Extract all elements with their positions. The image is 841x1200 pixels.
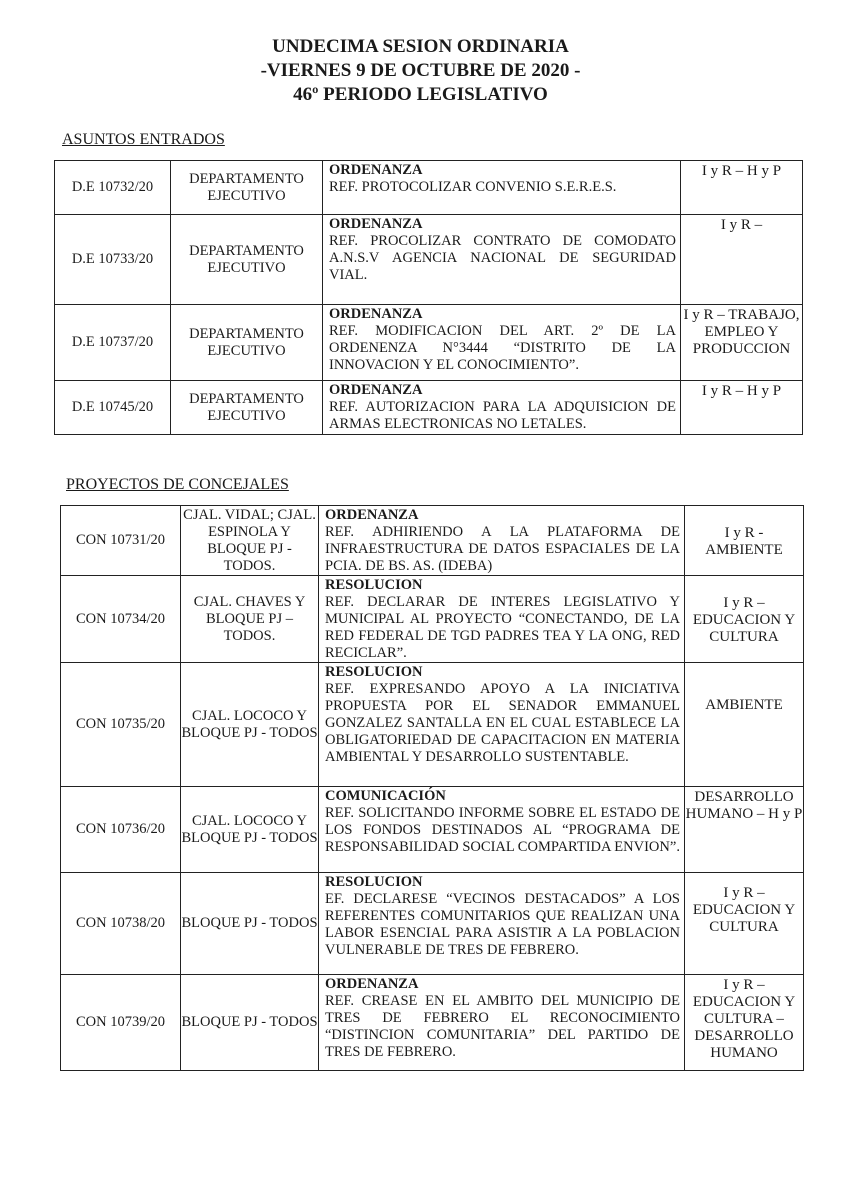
table-row [55, 381, 803, 435]
committee-cell: I y R – [681, 215, 803, 305]
project-type: RESOLUCION [325, 874, 423, 890]
table-row [61, 663, 804, 787]
proyectos-concejales-title: PROYECTOS DE CONCEJALES [66, 476, 289, 493]
table-row [61, 787, 804, 873]
author-cell: BLOQUE PJ - TODOS [181, 975, 319, 1071]
asuntos-entrados-title: ASUNTOS ENTRADOS [62, 131, 225, 148]
project-reference: REF. DECLARAR DE INTERES LEGISLATIVO Y MUNICIPAL AL PROYECTO “CONECTANDO, DE LA RED FEDERAL DE TGD PADRES TEA Y LA ONG, RED RECICLAR”. [325, 594, 680, 661]
legislative-period: 46º PERIODO LEGISLATIVO [293, 84, 548, 105]
project-reference: REF. SOLICITANDO INFORME SOBRE EL ESTADO DE LOS FONDOS DESTINADOS AL “PROGRAMA DE RESPONSABILIDAD SOCIAL COMPARTIDA ENVION”. [325, 805, 680, 855]
description-cell [323, 161, 681, 215]
table-row [61, 576, 804, 663]
description-cell [319, 663, 685, 787]
proyectos-concejales-table [60, 505, 804, 1071]
author-cell: BLOQUE PJ - TODOS [181, 873, 319, 975]
table-row [55, 215, 803, 305]
committee-cell: I y R – H y P [681, 161, 803, 215]
project-reference: EF. DECLARESE “VECINOS DESTACADOS” A LOS REFERENTES COMUNITARIOS QUE REALIZAN UNA LABOR ESENCIAL PARA ASISTIR A LA POBLACION VULNERABLE DE TRES DE FEBRERO. [325, 891, 680, 958]
table-row [55, 161, 803, 215]
table-row [61, 506, 804, 576]
committee-cell: I y R – TRABAJO, EMPLEO Y PRODUCCION [681, 305, 803, 381]
committee-cell: I y R – EDUCACION Y CULTURA [685, 576, 804, 663]
project-type: ORDENANZA [325, 507, 419, 523]
expediente-code: CON 10735/20 [61, 663, 181, 787]
description-cell [319, 873, 685, 975]
project-type: COMUNICACIÓN [325, 788, 446, 804]
expediente-code: CON 10739/20 [61, 975, 181, 1071]
committee-cell: I y R – EDUCACION Y CULTURA – DESARROLLO HUMANO [685, 975, 804, 1071]
project-type: ORDENANZA [329, 162, 423, 178]
description-cell [319, 576, 685, 663]
project-type: ORDENANZA [329, 382, 423, 398]
author-cell: DEPARTAMENTO EJECUTIVO [171, 215, 323, 305]
project-type: ORDENANZA [329, 216, 423, 232]
expediente-code: CON 10734/20 [61, 576, 181, 663]
project-reference: REF. AUTORIZACION PARA LA ADQUISICION DE ARMAS ELECTRONICAS NO LETALES. [329, 399, 676, 432]
project-reference: REF. MODIFICACION DEL ART. 2º DE LA ORDENENZA N°3444 “DISTRITO DE LA INNOVACION Y EL CONOCIMIENTO”. [329, 323, 676, 373]
committee-cell: I y R - AMBIENTE [685, 506, 804, 576]
expediente-code: D.E 10737/20 [55, 305, 171, 381]
expediente-code: D.E 10745/20 [55, 381, 171, 435]
asuntos-entrados-table [54, 160, 803, 435]
author-cell: CJAL. LOCOCO Y BLOQUE PJ - TODOS [181, 787, 319, 873]
expediente-code: D.E 10732/20 [55, 161, 171, 215]
description-cell [319, 506, 685, 576]
session-date: -VIERNES 9 DE OCTUBRE DE 2020 - [260, 60, 581, 81]
project-reference: REF. EXPRESANDO APOYO A LA INICIATIVA PROPUESTA POR EL SENADOR EMMANUEL GONZALEZ SANTALLA EN EL CUAL ESTABLECE LA OBLIGATORIEDAD DE CAPACITACION EN MATERIA AMBIENTAL Y DESARROLLO SUSTENTABLE. [325, 681, 680, 765]
author-cell: CJAL. VIDAL; CJAL. ESPINOLA Y BLOQUE PJ - TODOS. [181, 506, 319, 576]
author-cell: CJAL. CHAVES Y BLOQUE PJ – TODOS. [181, 576, 319, 663]
project-reference: REF. PROTOCOLIZAR CONVENIO S.E.R.E.S. [329, 179, 617, 195]
expediente-code: CON 10738/20 [61, 873, 181, 975]
description-cell [323, 215, 681, 305]
description-cell [319, 787, 685, 873]
table-row [61, 873, 804, 975]
session-title: UNDECIMA SESION ORDINARIA [272, 36, 569, 57]
expediente-code: CON 10731/20 [61, 506, 181, 576]
project-type: ORDENANZA [325, 976, 419, 992]
committee-cell: AMBIENTE [685, 663, 804, 787]
author-cell: DEPARTAMENTO EJECUTIVO [171, 305, 323, 381]
committee-cell: DESARROLLO HUMANO – H y P [685, 787, 804, 873]
description-cell [323, 381, 681, 435]
project-reference: REF. PROCOLIZAR CONTRATO DE COMODATO A.N.S.V AGENCIA NACIONAL DE SEGURIDAD VIAL. [329, 233, 676, 283]
author-cell: DEPARTAMENTO EJECUTIVO [171, 161, 323, 215]
author-cell: CJAL. LOCOCO Y BLOQUE PJ - TODOS [181, 663, 319, 787]
committee-cell: I y R – EDUCACION Y CULTURA [685, 873, 804, 975]
project-type: RESOLUCION [325, 577, 423, 593]
expediente-code: CON 10736/20 [61, 787, 181, 873]
description-cell [319, 975, 685, 1071]
table-row [55, 305, 803, 381]
description-cell [323, 305, 681, 381]
table-row [61, 975, 804, 1071]
project-reference: REF. CREASE EN EL AMBITO DEL MUNICIPIO DE TRES DE FEBRERO EL RECONOCIMIENTO “DISTINCION COMUNITARIA” DEL PARTIDO DE TRES DE FEBRERO. [325, 993, 680, 1060]
project-type: RESOLUCION [325, 664, 423, 680]
committee-cell: I y R – H y P [681, 381, 803, 435]
project-reference: REF. ADHIRIENDO A LA PLATAFORMA DE INFRAESTRUCTURA DE DATOS ESPACIALES DE LA PCIA. DE BS. AS. (IDEBA) [325, 524, 680, 574]
project-type: ORDENANZA [329, 306, 423, 322]
expediente-code: D.E 10733/20 [55, 215, 171, 305]
author-cell: DEPARTAMENTO EJECUTIVO [171, 381, 323, 435]
